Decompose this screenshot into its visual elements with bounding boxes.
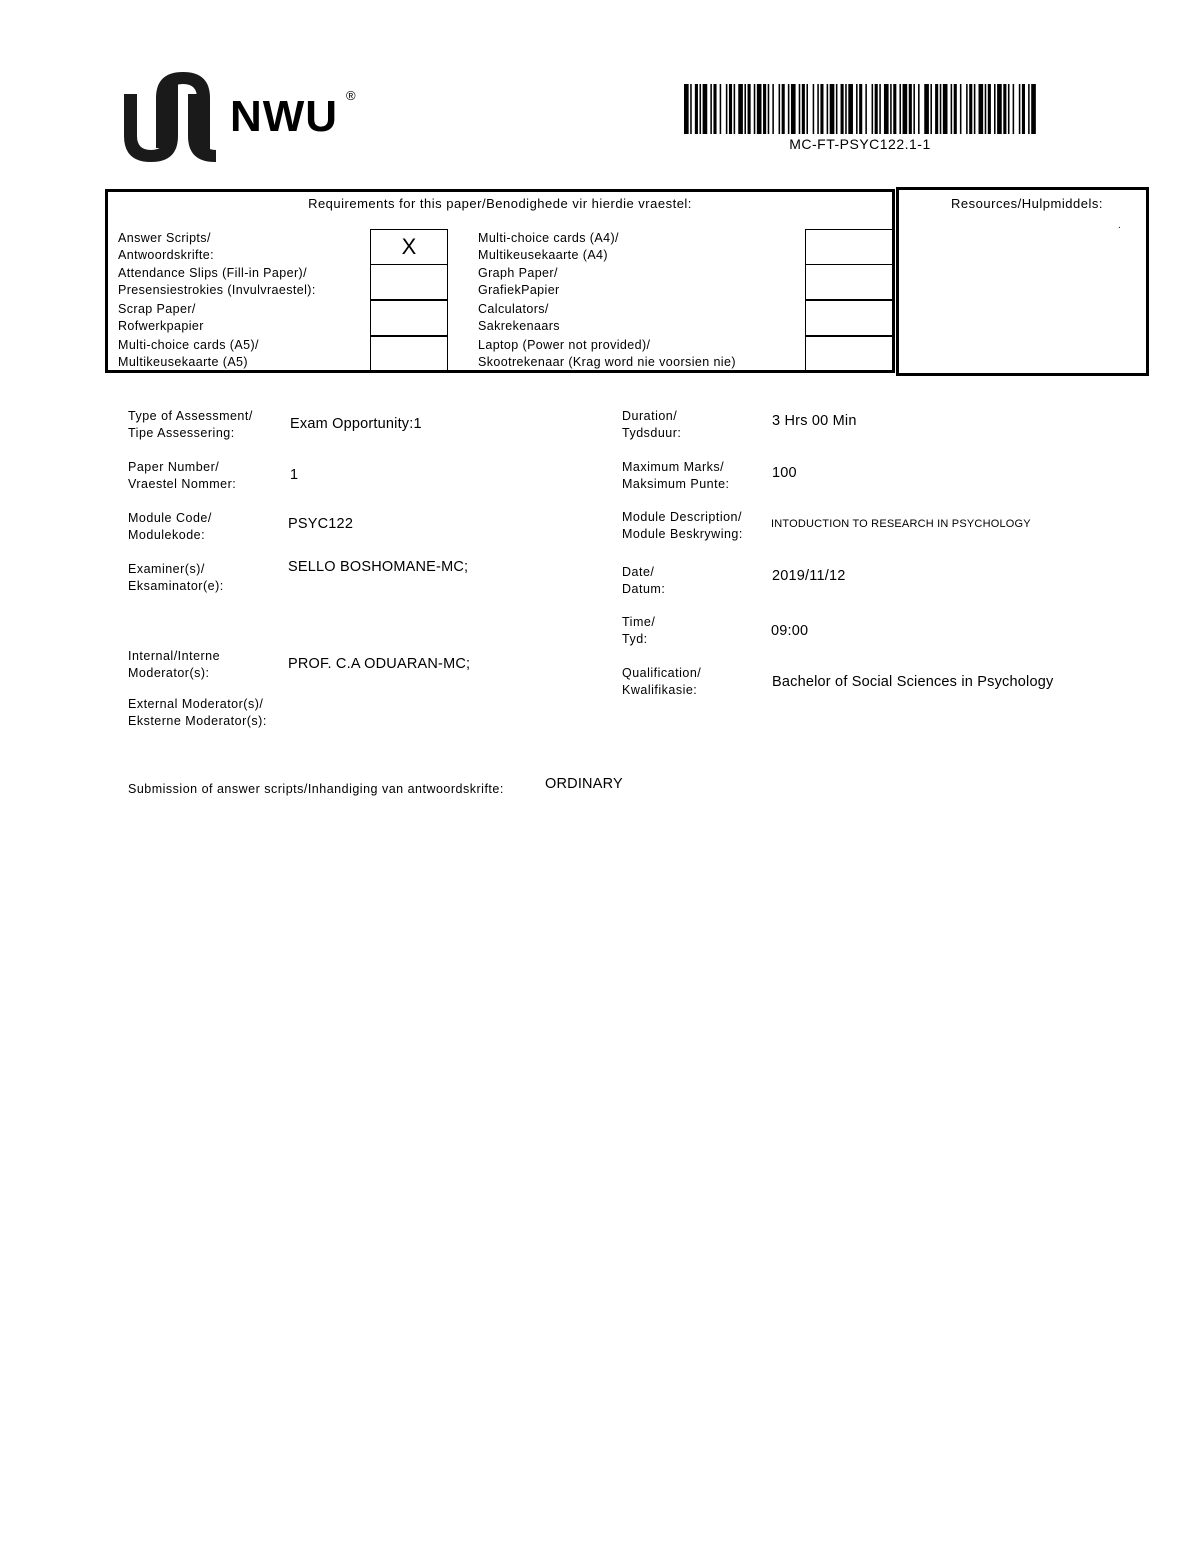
req-answer-scripts-box: X <box>370 229 448 265</box>
logo-text: NWU <box>230 92 339 141</box>
req-mc-cards-a4: Multi-choice cards (A4)/ Multikeusekaarte (A4) <box>478 231 619 262</box>
requirements-title: Requirements for this paper/Benodighede vir hierdie vraestel: <box>308 196 692 211</box>
external-moderator-label: External Moderator(s)/ Eksterne Moderator(s): <box>128 697 267 728</box>
barcode-code: MC-FT-PSYC122.1-1 <box>789 136 931 152</box>
maximum-marks-value: 100 <box>772 465 797 481</box>
submission-label: Submission of answer scripts/Inhandiging van antwoordskrifte: <box>128 782 504 796</box>
req-mc-cards-a5: Multi-choice cards (A5)/ Multikeusekaarte (A5) <box>118 338 259 369</box>
req-attendance-slips: Attendance Slips (Fill-in Paper)/ Presensiestrokies (Invulvraestel): <box>118 266 316 297</box>
examiner-label: Examiner(s)/ Eksaminator(e): <box>128 562 224 593</box>
date-value: 2019/11/12 <box>772 568 846 584</box>
resources-box <box>896 187 1149 376</box>
req-calculators: Calculators/ Sakrekenaars <box>478 302 560 333</box>
req-laptop: Laptop (Power not provided)/ Skootrekenaar (Krag word nie voorsien nie) <box>478 338 736 369</box>
req-mc-cards-a5-box <box>370 336 448 372</box>
resources-value: . <box>1118 220 1121 231</box>
registered-mark: ® <box>346 88 356 103</box>
barcode <box>684 84 1036 134</box>
time-value: 09:00 <box>771 623 809 639</box>
time-label: Time/ Tyd: <box>622 615 656 646</box>
module-code-value: PSYC122 <box>288 516 354 532</box>
req-answer-scripts: Answer Scripts/ Antwoordskrifte: <box>118 231 215 262</box>
req-scrap-paper: Scrap Paper/ Rofwerkpapier <box>118 302 204 333</box>
req-mc-cards-a4-box <box>805 229 895 265</box>
duration-label: Duration/ Tydsduur: <box>622 409 682 440</box>
req-attendance-slips-box <box>370 264 448 300</box>
submission-value: ORDINARY <box>545 776 623 792</box>
examiner-value: SELLO BOSHOMANE-MC; <box>288 559 469 575</box>
duration-value: 3 Hrs 00 Min <box>772 413 857 429</box>
internal-moderator-label: Internal/Interne Moderator(s): <box>128 649 221 680</box>
req-scrap-paper-box <box>370 300 448 336</box>
module-description-value: INTODUCTION TO RESEARCH IN PSYCHOLOGY <box>771 518 1031 530</box>
paper-number-label: Paper Number/ Vraestel Nommer: <box>128 460 237 491</box>
type-of-assessment-label: Type of Assessment/ Tipe Assessering: <box>128 409 253 440</box>
internal-moderator-value: PROF. C.A ODUARAN-MC; <box>288 656 471 672</box>
req-graph-paper-box <box>805 264 895 300</box>
qualification-value: Bachelor of Social Sciences in Psychology <box>772 674 1054 690</box>
date-label: Date/ Datum: <box>622 565 666 596</box>
type-of-assessment-value: Exam Opportunity:1 <box>290 416 422 432</box>
module-description-label: Module Description/ Module Beskrywing: <box>622 510 743 541</box>
resources-title: Resources/Hulpmiddels: <box>951 196 1103 211</box>
qualification-label: Qualification/ Kwalifikasie: <box>622 666 702 697</box>
req-graph-paper: Graph Paper/ GrafiekPapier <box>478 266 560 297</box>
paper-number-value: 1 <box>290 467 299 483</box>
req-laptop-box <box>805 336 895 372</box>
req-calculators-box <box>805 300 895 336</box>
module-code-label: Module Code/ Modulekode: <box>128 511 212 542</box>
maximum-marks-label: Maximum Marks/ Maksimum Punte: <box>622 460 730 491</box>
